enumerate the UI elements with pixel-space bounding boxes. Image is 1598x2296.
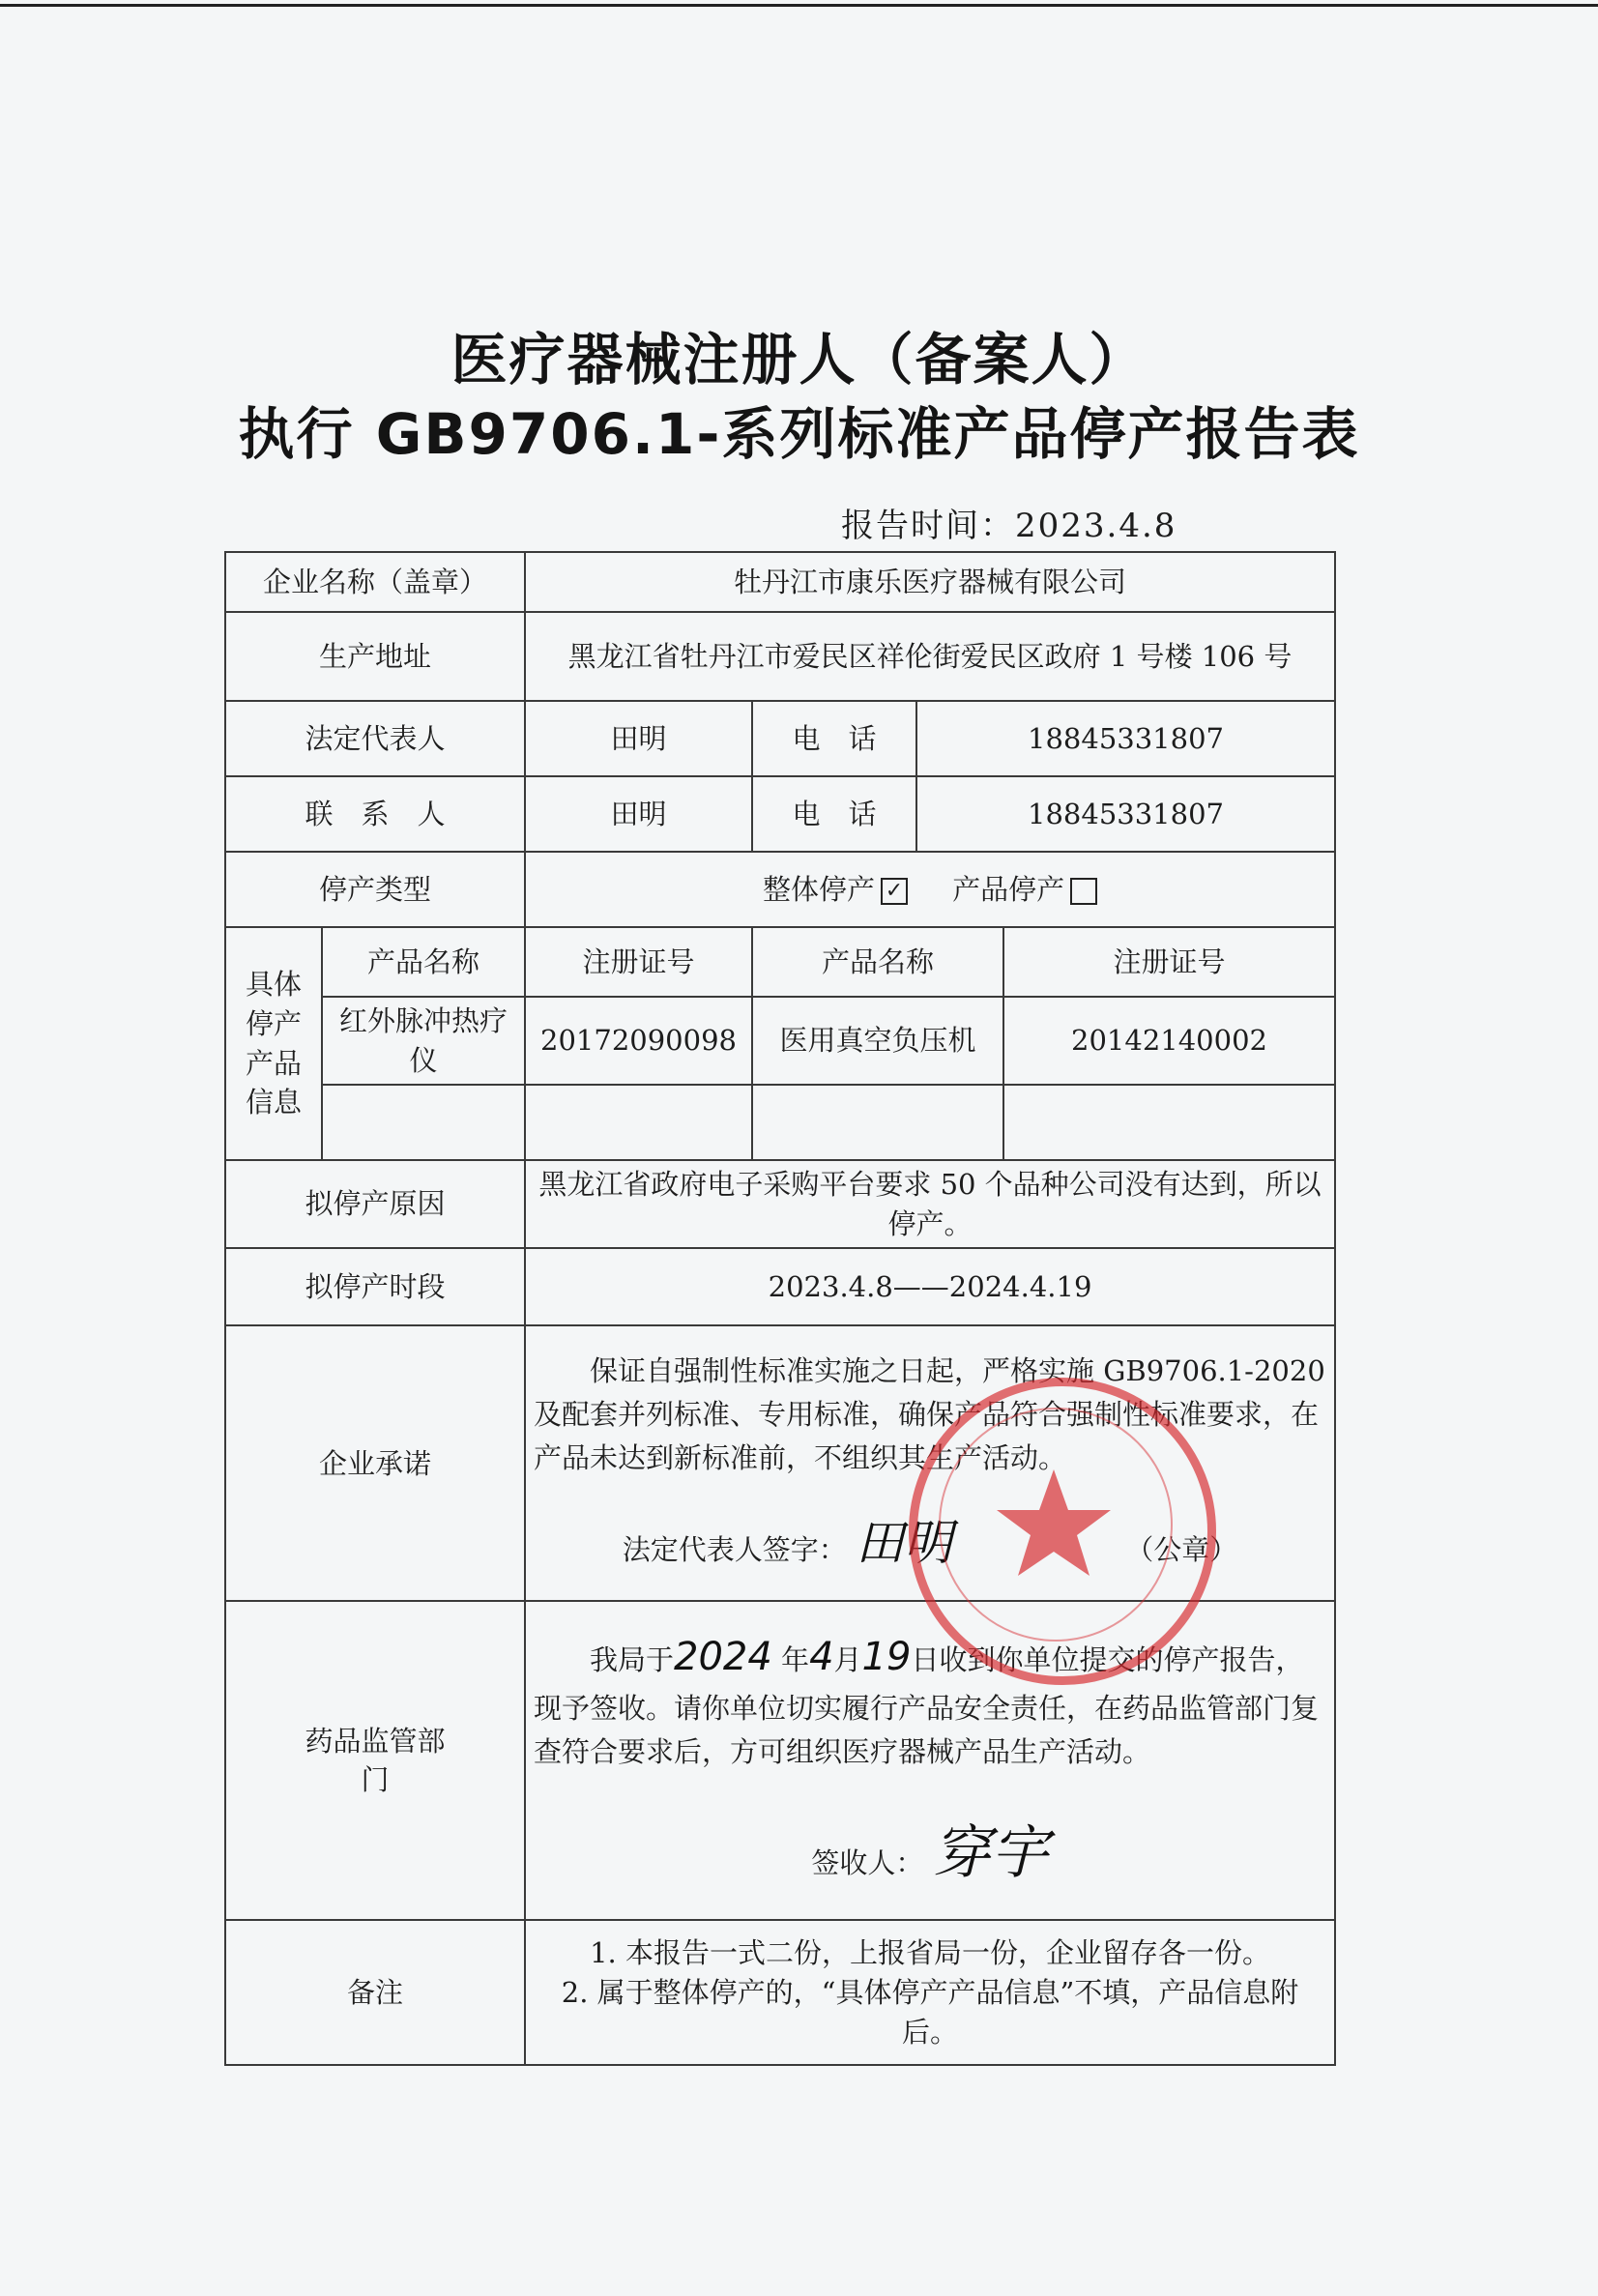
report-form-table (224, 551, 1336, 2066)
title-line-1: 医疗器械注册人（备案人） (450, 327, 1148, 392)
stop-type-options (525, 852, 1335, 927)
agency-month: 4 (809, 1635, 834, 1680)
note-item-1: 1. 本报告一式二份，上报省局一份，企业留存各一份。 (590, 1936, 1270, 1970)
product-name-2: 医用真空负压机 (752, 997, 1003, 1085)
legal-rep-label: 法定代表人 (225, 701, 525, 776)
empty-cell (322, 1085, 525, 1160)
notes-label: 备注 (225, 1920, 525, 2065)
reason-value: 黑龙江省政府电子采购平台要求 50 个品种公司没有达到，所以停产。 (525, 1160, 1335, 1248)
address-row (225, 612, 1335, 701)
products-label: 具体停产产品信息 (225, 927, 322, 1160)
agency-sign-line (534, 1813, 1326, 1894)
agency-year-unit: 年 (781, 1643, 810, 1677)
contact-phone-label: 电 话 (752, 776, 916, 852)
address-label: 生产地址 (225, 612, 525, 701)
agency-prefix: 我局于 (590, 1643, 675, 1677)
note-item-2: 2. 属于整体停产的，“具体停产产品信息”不填，产品信息附后。 (561, 1976, 1299, 2049)
product-stop-label: 产品停产 (952, 872, 1065, 906)
reg-no-header-1: 注册证号 (525, 927, 752, 997)
agency-sign-label: 签收人： (811, 1846, 924, 1880)
reason-label: 拟停产原因 (225, 1160, 525, 1248)
product-stop-checkbox (1070, 878, 1097, 905)
agency-year: 2024 (674, 1635, 772, 1680)
stop-type-label: 停产类型 (225, 852, 525, 927)
reason-row (225, 1160, 1335, 1248)
product-name-1: 红外脉冲热疗仪 (322, 997, 525, 1085)
product-header-row (225, 927, 1335, 997)
whole-stop-label: 整体停产 (762, 872, 875, 906)
empty-cell (752, 1085, 1003, 1160)
empty-cell (525, 1085, 752, 1160)
legal-rep-name: 田明 (525, 701, 752, 776)
legal-sign-label: 法定代表人签字： (622, 1533, 847, 1567)
whole-stop-checkbox: ✓ (881, 878, 908, 905)
company-value: 牡丹江市康乐医疗器械有限公司 (525, 552, 1335, 612)
product-empty-row (225, 1085, 1335, 1160)
contact-label: 联 系 人 (225, 776, 525, 852)
notes-cell (525, 1920, 1335, 2065)
period-value: 2023.4.8——2024.4.19 (525, 1248, 1335, 1325)
empty-cell (1003, 1085, 1335, 1160)
address-value: 黑龙江省牡丹江市爱民区祥伦街爱民区政府 1 号楼 106 号 (525, 612, 1335, 701)
legal-rep-phone: 18845331807 (916, 701, 1335, 776)
legal-rep-row (225, 701, 1335, 776)
product-name-header-1: 产品名称 (322, 927, 525, 997)
agency-day: 19 (861, 1635, 912, 1680)
agency-signature: 穿宇 (932, 1819, 1049, 1888)
title-line-2: 执行 GB9706.1-系列标准产品停产报告表 (238, 401, 1360, 467)
commitment-text: 保证自强制性标准实施之日起，严格实施 GB9706.1-2020 及配套并列标准、专用标准，确保产品符合强制性标准要求，在产品未达到新标准前，不组织其生产活动。 (534, 1354, 1325, 1475)
contact-row (225, 776, 1335, 852)
contact-phone: 18845331807 (916, 776, 1335, 852)
top-border-line (0, 4, 1598, 7)
seal-label: （公章） (1125, 1533, 1238, 1567)
agency-label: 药品监管部门 (225, 1601, 525, 1920)
agency-month-unit: 月 (833, 1643, 862, 1677)
seal-star-icon (917, 1386, 1190, 1659)
contact-name: 田明 (525, 776, 752, 852)
commitment-label: 企业承诺 (225, 1325, 525, 1601)
reg-no-1: 20172090098 (525, 997, 752, 1085)
period-label: 拟停产时段 (225, 1248, 525, 1325)
notes-row (225, 1920, 1335, 2065)
company-label: 企业名称（盖章） (225, 552, 525, 612)
reg-no-header-2: 注册证号 (1003, 927, 1335, 997)
company-row (225, 552, 1335, 612)
stop-type-row (225, 852, 1335, 927)
product-name-header-2: 产品名称 (752, 927, 1003, 997)
product-row (225, 997, 1335, 1085)
legal-rep-phone-label: 电 话 (752, 701, 916, 776)
company-seal-stamp (909, 1378, 1216, 1685)
agency-body-text: 日收到你单位提交的停产报告，现予签收。请你单位切实履行产品安全责任，在药品监管部门复查符合要求后，方可组织医疗器械产品生产活动。 (534, 1643, 1320, 1769)
period-row (225, 1248, 1335, 1325)
report-time: 报告时间：2023.4.8 (841, 507, 1177, 545)
legal-signature: 田明 (856, 1515, 953, 1572)
reg-no-2: 20142140002 (1003, 997, 1335, 1085)
